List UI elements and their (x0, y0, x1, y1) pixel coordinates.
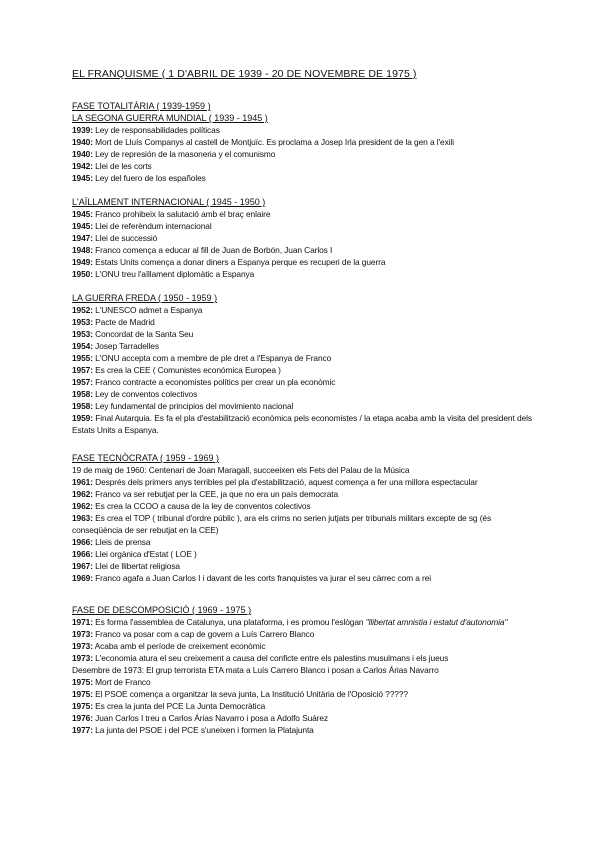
entry-text: Mort de Franco (92, 677, 151, 687)
entry-text: Es crea la CEE ( Comunistes económica Europea ) (92, 365, 281, 375)
entry-text: Llei de referèndum internacional (92, 221, 212, 231)
entry-text: Llei de llibertat religiosa (92, 561, 180, 571)
timeline-entry (72, 364, 532, 376)
entry-year: 1975: (72, 677, 93, 687)
entry-year: 1945: (72, 221, 93, 231)
timeline-entry (72, 616, 532, 628)
entry-text: Llei de successió (92, 233, 158, 243)
entry-year: 1940: (72, 149, 93, 159)
document-title: EL FRANQUISME ( 1 D'ABRIL DE 1939 - 20 DE NOVEMBRE DE 1975 ) (72, 68, 417, 80)
section-subheading: LA SEGONA GUERRA MUNDIAL ( 1939 - 1945 ) (72, 113, 268, 123)
timeline-entry (72, 700, 532, 712)
entry-year: 1976: (72, 713, 93, 723)
timeline-entry (72, 304, 532, 316)
entry-year: 1975: (72, 701, 93, 711)
timeline-entry (72, 388, 532, 400)
entry-text: El PSOE comença a organitzar la seva junta, La Institució Unitària de l'Oposició ????? (92, 689, 408, 699)
timeline-entry (72, 124, 532, 136)
entry-text: Es crea la CCOO a causa de la ley de conventos colectivos (92, 501, 311, 511)
entry-text: Es forma l'assemblea de Catalunya, una plataforma, i es promou l'eslògan (92, 617, 366, 627)
entry-text: Acaba amb el període de creixement econòmic (92, 641, 266, 651)
entry-text: Lleis de prensa (92, 537, 151, 547)
entry-year: 1962: (72, 501, 93, 511)
timeline-entry (72, 640, 532, 652)
entry-year: 1973: (72, 629, 93, 639)
entry-year: 1955: (72, 353, 93, 363)
timeline-entry (72, 676, 532, 688)
entry-year: 1947: (72, 233, 93, 243)
entry-text: Pacte de Madrid (92, 317, 155, 327)
entry-year: 1945: (72, 209, 93, 219)
timeline-entry (72, 464, 532, 476)
timeline-entry (72, 208, 532, 220)
entry-text: Es crea la junta del PCE La Junta Democràtica (92, 701, 266, 711)
section-heading: FASE TOTALITÀRIA ( 1939-1959 ) (72, 101, 211, 111)
entry-year: 1967: (72, 561, 93, 571)
entry-text: Concordat de la Santa Seu (92, 329, 194, 339)
entry-text: Franco contracte a economistes polítics per crear un pla econòmic (92, 377, 336, 387)
entry-text: Franco comença a educar al fill de Juan de Borbón, Juan Carlos I (92, 245, 333, 255)
entry-year: Desembre de 1973: (72, 665, 144, 675)
entry-year: 1952: (72, 305, 93, 315)
timeline-entry (72, 232, 532, 244)
entry-year: 1977: (72, 725, 93, 735)
entry-year: 1973: (72, 641, 93, 651)
entry-text: L'ONU treu l'aïllament diplomàtic a Espanya (92, 269, 255, 279)
section-heading: FASE TECNÒCRATA ( 1959 - 1969 ) (72, 453, 220, 463)
timeline-entry (72, 268, 532, 280)
timeline-entry (72, 572, 532, 584)
entry-year: 1961: (72, 477, 93, 487)
entry-text: La junta del PSOE i del PCE s'uneixen i formen la Platajunta (92, 725, 314, 735)
entry-text: Juan Carlos I treu a Carlos Árias Navarro i posa a Adolfo Suárez (92, 713, 329, 723)
timeline-entry (72, 256, 532, 268)
entry-text: Llei de les corts (92, 161, 152, 171)
section-totalitaria (72, 100, 532, 184)
entry-year: 1969: (72, 573, 93, 583)
entry-year: 1958: (72, 389, 93, 399)
entry-year: 1963: (72, 513, 93, 523)
entry-year: 19 de maig de 1960: (72, 465, 147, 475)
entry-year: 1957: (72, 365, 93, 375)
timeline-entry (72, 148, 532, 160)
entry-text: L'UNESCO admet a Espanya (92, 305, 203, 315)
timeline-entry (72, 160, 532, 172)
timeline-entry (72, 664, 532, 676)
entry-text: Es crea el TOP ( tribunal d'ordre públic ), ara els crims no serien jutjats per tribunals militars excepte de sg (és conseqüència de ser rebutjat en la CEE) (72, 513, 492, 535)
entry-text: Centenari de Joan Maragall, succeeixen els Fets del Palau de la Música (146, 465, 410, 475)
entry-text: El grup terrorista ETA mata a Luís Carrero Blanco i posan a Carlos Árias Navarro (143, 665, 439, 675)
entry-year: 1975: (72, 689, 93, 699)
entry-text: Ley del fuero de los españoles (92, 173, 206, 183)
entry-text: L'ONU accepta com a membre de ple dret a l'Espanya de Franco (92, 353, 332, 363)
timeline-entry (72, 724, 532, 736)
timeline-entry (72, 328, 532, 340)
timeline-entry (72, 688, 532, 700)
timeline-entry (72, 412, 532, 436)
timeline-entry (72, 560, 532, 572)
entry-year: 1940: (72, 137, 93, 147)
entry-text: Ley de conventos colectivos (92, 389, 198, 399)
timeline-entry (72, 376, 532, 388)
entry-text: Final Autarquia. Es fa el pla d'estabilització econòmica pels economistes / la etapa acaba amb la visita del president dels Estats Units a Espanya. (72, 413, 532, 435)
section-descomposicio (72, 604, 532, 736)
entry-year: 1957: (72, 377, 93, 387)
entry-year: 1966: (72, 549, 93, 559)
timeline-entry (72, 476, 532, 488)
timeline-entry (72, 316, 532, 328)
entry-text: L'economia atura el seu creixement a causa del conficte entre els palestins musulmans i els jueus (92, 653, 449, 663)
entry-slogan: "llibertat amnistia i estatut d'autonomia" (365, 617, 508, 627)
entry-year: 1953: (72, 317, 93, 327)
entry-year: 1948: (72, 245, 93, 255)
entry-text: Franco va ser rebutjat per la CEE, ja que no era un país democrata (92, 489, 339, 499)
entry-year: 1971: (72, 617, 93, 627)
entry-year: 1942: (72, 161, 93, 171)
entry-text: Ley fundamental de principios del movimiento nacional (92, 401, 294, 411)
timeline-entry (72, 512, 532, 536)
section-tecnocrata (72, 452, 532, 584)
entry-year: 1962: (72, 489, 93, 499)
entry-text: Josep Tarradelles (92, 341, 159, 351)
entry-text: Mort de Lluís Companys al castell de Montjuïc. Es proclama a Josep Irla president de la gen a l'exili (92, 137, 454, 147)
entry-year: 1966: (72, 537, 93, 547)
entry-year: 1949: (72, 257, 93, 267)
entry-year: 1945: (72, 173, 93, 183)
timeline-entry (72, 712, 532, 724)
timeline-entry (72, 340, 532, 352)
timeline-entry (72, 536, 532, 548)
entry-year: 1939: (72, 125, 93, 135)
section-heading: L'AÏLLAMENT INTERNACIONAL ( 1945 - 1950 ) (72, 197, 266, 207)
timeline-entry (72, 400, 532, 412)
entry-year: 1953: (72, 329, 93, 339)
timeline-entry (72, 548, 532, 560)
entry-year: 1954: (72, 341, 93, 351)
timeline-entry (72, 136, 532, 148)
entry-year: 1950: (72, 269, 93, 279)
timeline-entry (72, 628, 532, 640)
timeline-entry (72, 652, 532, 664)
section-aillament (72, 196, 532, 280)
section-heading: FASE DE DESCOMPOSICIÓ ( 1969 - 1975 ) (72, 605, 252, 615)
timeline-entry (72, 172, 532, 184)
entry-text: Després dels primers anys terribles pel pla d'estabilització, aquest comença a fer una millora espectacular (92, 477, 478, 487)
entry-year: 1973: (72, 653, 93, 663)
section-heading: LA GUERRA FREDA ( 1950 - 1959 ) (72, 293, 218, 303)
section-guerra-freda (72, 292, 532, 436)
entry-year: 1958: (72, 401, 93, 411)
timeline-entry (72, 488, 532, 500)
document-page (72, 68, 532, 748)
timeline-entry (72, 352, 532, 364)
timeline-entry (72, 244, 532, 256)
entry-text: Ley de responsabilidades políticas (92, 125, 220, 135)
entry-text: Franco va posar com a cap de govern a Luís Carrero Blanco (92, 629, 315, 639)
entry-text: Estats Units comença a donar diners a Espanya perque es recuperi de la guerra (92, 257, 386, 267)
timeline-entry (72, 500, 532, 512)
timeline-entry (72, 220, 532, 232)
entry-year: 1959: (72, 413, 93, 423)
entry-text: Llei orgànica d'Estat ( LOE ) (92, 549, 197, 559)
entry-text: Franco agafa a Juan Carlos I i davant de les corts franquistes va jurar el seu càrrec com a rei (92, 573, 432, 583)
entry-text: Franco prohibeix la salutació amb el braç enlaire (92, 209, 271, 219)
entry-text: Ley de represión de la masoneria y el comunismo (92, 149, 276, 159)
